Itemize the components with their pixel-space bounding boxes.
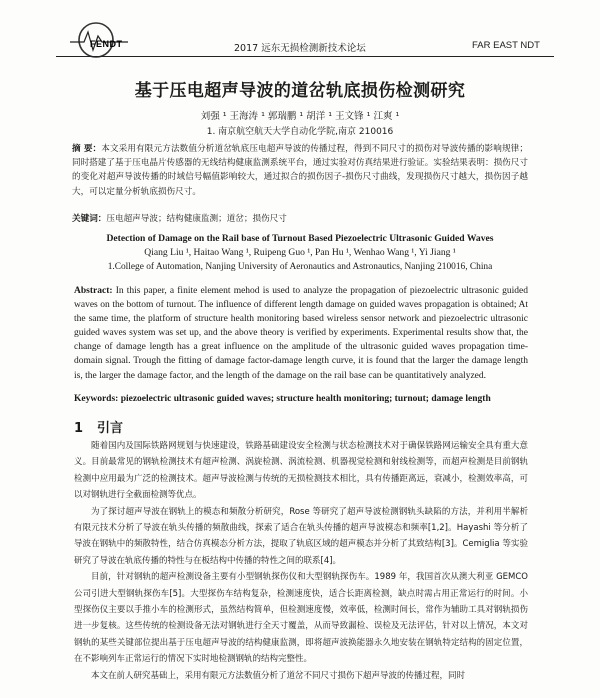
journal-name: FAR EAST NDT [472, 40, 540, 51]
abstract-en [74, 284, 528, 383]
conference-name: 2017 远东无损检测新技术论坛 [234, 43, 366, 54]
paper-title-en: Detection of Damage on the Rail base of Turnout Based Piezoelectric Ultrasonic Guided Waves [106, 233, 494, 244]
body-paragraph: 目前，针对钢轨的超声检测设备主要有小型钢轨探伤仪和大型钢轨探伤车。1989 年，我国首次从澳大利亚 GEMCO 公司引进大型钢轨探伤车[5]。大型探伤车结构复杂，检测速度快，适合长距离检测，缺点时需占用正常运行的时间。小型探伤仪主要以手推小车的检测形式，虽然结构简单，但检测速度慢，效率低，检测时间长，常作为辅助工具对钢轨损伤进一步复核。这些传统的检测设备无法对钢轨进行全天寸覆盖，从而导致漏检、误检及无法评估，针对以上情况，本文对钢轨的某些关键部位提出基于压电超声导波的结构健康监测，即将超声波换能器永久地安装在钢轨特定结构的固定位置，在不影响列车正常运行的情况下实时地检测钢轨的结构完整性。 [74, 572, 528, 665]
keywords-text-en: piezoelectric ultrasonic guided waves; structure health monitoring; turnout; damage length [120, 394, 491, 404]
abstract-text-en: In this paper, a finite element mehod is used to analyze the propagation of piezoelectric ultrasonic guided waves on the bottom of turnout. The influence of different length damage on guided waves propagation is obtained; At the same time, the platform of structure health monitoring based wireless sensor network and piezoelectric ultrasonic guided waves system was set up, and the above theory is verified by experiments. Experimental results show that, the change of damage length has a great influence on the amplitude of the ultrasonic guided waves propagation time-domain signal. Trough the fitting of damage factor-damage length curve, it is found that the larger the damage length is, the larger the damage factor, and the length of the damage on the rail base can be quantitatively analyzed. [74, 286, 529, 381]
keywords-en [74, 394, 528, 404]
body-paragraph: 为了探讨超声导波在钢轨上的模态和频散分析研究，Rose 等研究了超声导波检测钢轨头缺陷的方法，并利用半解析有限元技术分析了导波在轨头传播的频散曲线，探索了适合在轨头传播的超声导波模态和频率[1,2]。Hayashi 等分析了导波在钢轨中的频散特性，结合仿真模态分析方法，提取了轨底区域的超声模态并分析了其致结构[3]。Cemiglia 等实验研究了导波在轨底传播的特性与在板结构中传播的特性之间的联系[4]。 [74, 506, 528, 566]
header-divider [56, 56, 554, 57]
page-header [0, 0, 600, 62]
keywords-label-cn: 关键词： [72, 214, 107, 224]
abstract-label-en: Abstract: [74, 286, 113, 296]
fendt-logo [66, 20, 130, 60]
body-paragraph: 随着国内及国际铁路网规划与快速建设，铁路基础建设安全检测与状态检测技术对于确保铁路网运输安全具有重大意义。目前最常见的钢轨检测技术有超声检测、涡旋检测、涡流检测、机器视觉检测和射线检测等，而超声检测是目前钢轨检测中应用最为广泛的检测技术。超声导波检测与传统的无损检测技术相比，具有传播距离远，衰减小，检测效率高，可以对钢轨进行全截面检测等优点。 [74, 441, 528, 501]
author-list-cn: 刘强 ¹ 王海涛 ¹ 郭瑞鹏 ¹ 胡洋 ¹ 王文锋 ¹ 江爽 ¹ [200, 111, 400, 122]
author-list-en: Qiang Liu ¹, Haitao Wang ¹, Ruipeng Guo ¹, Pan Hu ¹, Wenhao Wang ¹, Yi Jiang ¹ [144, 247, 456, 258]
body-paragraph: 本文在前人研究基础上，采用有限元方法数值分析了道岔不同尺寸损伤下超声导波的传播过程，同时 [91, 670, 466, 681]
section-body [74, 438, 528, 684]
affiliation-cn: 1. 南京航空航天大学自动化学院,南京 210016 [206, 127, 394, 137]
section-heading [74, 417, 123, 436]
keywords-text-cn: 压电超声导波；结构健康监测；道岔；损伤尺寸 [106, 214, 287, 224]
keywords-cn [72, 212, 528, 224]
abstract-text-cn: 本文采用有限元方法数值分析道岔轨底压电超声导波的传播过程，得到不同尺寸的损伤对导波传播的影响规律；同时搭建了基于压电晶片传感器的无线结构健康监测系统平台，通过实验对仿真结果进行验证。实验结果表明：损伤尺寸的变化对超声导波传播的时域信号幅值影响较大，通过拟合的损伤因子-损伤尺寸曲线，发现损伤尺寸越大，损伤因子越大，可以定量分析轨底损伤尺寸。 [72, 144, 528, 197]
section-number: 1 [74, 421, 84, 436]
logo-lettering: FENDT [90, 39, 123, 49]
section-title: 引言 [97, 421, 124, 436]
affiliation-en: 1.College of Automation, Nanjing University of Aeronautics and Astronautics, Nanjing 210016, China [107, 262, 493, 272]
abstract-label-cn: 摘 要： [72, 144, 102, 154]
keywords-label-en: Keywords: [74, 394, 119, 404]
abstract-cn [72, 142, 528, 199]
paper-title-cn: 基于压电超声导波的道岔轨底损伤检测研究 [134, 81, 466, 101]
